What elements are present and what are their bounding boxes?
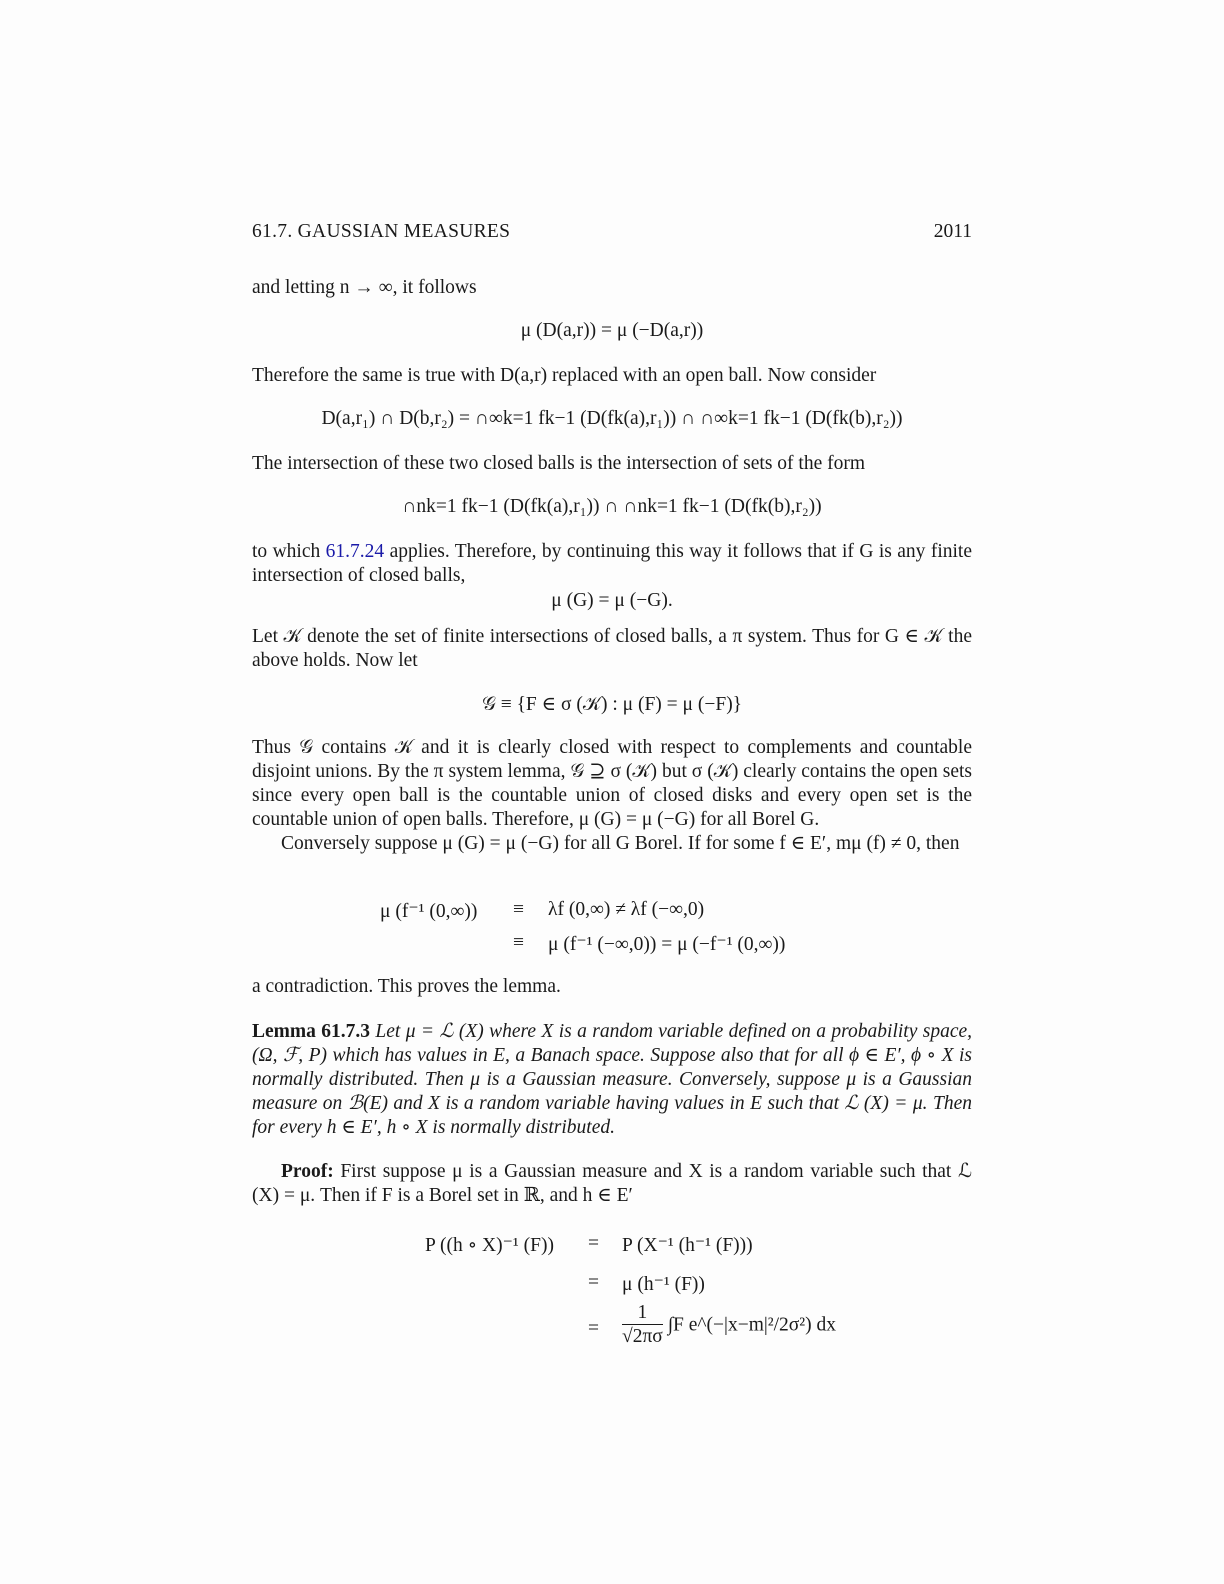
eq7-lhs: P ((h ∘ X)⁻¹ (F)) (425, 1235, 554, 1256)
eq7-rhs3 (622, 1302, 836, 1349)
fraction-denominator: √2πσ (622, 1326, 663, 1347)
eq6-lhs: μ (f⁻¹ (0,∞)) (380, 901, 478, 922)
equation-4: μ (G) = μ (−G). (551, 590, 673, 611)
equation-1: μ (D(a,r)) = μ (−D(a,r)) (520, 320, 704, 341)
lemma (252, 1020, 972, 1140)
equation-2: D(a,r₁) ∩ D(b,r₂) = ∩∞k=1 fk−1 (D(fk(a),r₁)) ∩ ∩∞k=1 fk−1 (D(fk(b),r₂)) (321, 408, 903, 429)
eq6-op2: ≡ (513, 932, 524, 953)
eq7-op3: = (588, 1318, 599, 1339)
section-title: 61.7. GAUSSIAN MEASURES (252, 221, 511, 242)
proof-text: First suppose μ is a Gaussian measure and X is a random variable such that ℒ (X) = μ. Then if F is a Borel set in ℝ, and h ∈ E′ (252, 1161, 973, 1206)
paragraph: The intersection of these two closed balls is the intersection of sets of the form (252, 453, 866, 474)
paragraph: Thus 𝒢 contains 𝒦 and it is clearly closed with respect to complements and countable disjoint unions. By the π system lemma, 𝒢 ⊇ σ (𝒦) but σ (𝒦) clearly contains the open sets since every open ball is the countable union of closed disks and every open set is the countable union of open balls. Therefore, μ (G) = μ (−G) for all Borel G. (252, 737, 972, 830)
fraction-numerator: 1 (622, 1302, 663, 1325)
paragraph: a contradiction. This proves the lemma. (252, 976, 561, 997)
page-number: 2011 (933, 221, 972, 242)
integral-expression: ∫F e^(−|x−m|²/2σ²) dx (667, 1314, 837, 1336)
paragraph: Conversely suppose μ (G) = μ (−G) for all G Borel. If for some f ∈ E′, mμ (f) ≠ 0, then (281, 833, 960, 854)
eq6-rhs1: λf (0,∞) ≠ λf (−∞,0) (548, 899, 705, 920)
eq7-op1: = (588, 1233, 599, 1254)
equation-5: 𝒢 ≡ {F ∈ σ (𝒦) : μ (F) = μ (−F)} (481, 694, 743, 715)
equation-reference-link[interactable]: 61.7.24 (325, 541, 385, 562)
eq7-rhs1: P (X⁻¹ (h⁻¹ (F))) (622, 1235, 753, 1256)
paragraph: Therefore the same is true with D(a,r) replaced with an open ball. Now consider (252, 365, 877, 386)
eq6-op1: ≡ (513, 899, 524, 920)
paragraph: Let 𝒦 denote the set of finite intersections of closed balls, a π system. Thus for G ∈ 𝒦 the above holds. Now let (252, 626, 972, 671)
proof-label: Proof: (281, 1161, 334, 1182)
paragraph: to which 61.7.24 applies. Therefore, by continuing this way it follows that if G is any finite intersection of closed balls, (252, 541, 972, 586)
lemma-statement: Let μ = ℒ (X) where X is a random variable defined on a probability space, (Ω, ℱ, P) which has values in E, a Banach space. Suppose also that for all ϕ ∈ E′, ϕ ∘ X is normally distributed. Then μ is a Gaussian measure. Conversely, suppose μ is a Gaussian measure on ℬ(E) and X is a random variable having values in E such that ℒ (X) = μ. Then for every h ∈ E′, h ∘ X is normally distributed. (252, 1021, 973, 1138)
fraction (622, 1302, 663, 1349)
proof (252, 1160, 972, 1208)
lemma-label: Lemma 61.7.3 (252, 1021, 371, 1042)
eq7-rhs2: μ (h⁻¹ (F)) (622, 1274, 705, 1295)
eq6-rhs2: μ (f⁻¹ (−∞,0)) = μ (−f⁻¹ (0,∞)) (548, 934, 786, 955)
equation-3: ∩nk=1 fk−1 (D(fk(a),r₁)) ∩ ∩nk=1 fk−1 (D(fk(b),r₂)) (402, 496, 822, 517)
paragraph: and letting n → ∞, it follows (252, 277, 477, 298)
eq7-op2: = (588, 1272, 599, 1293)
